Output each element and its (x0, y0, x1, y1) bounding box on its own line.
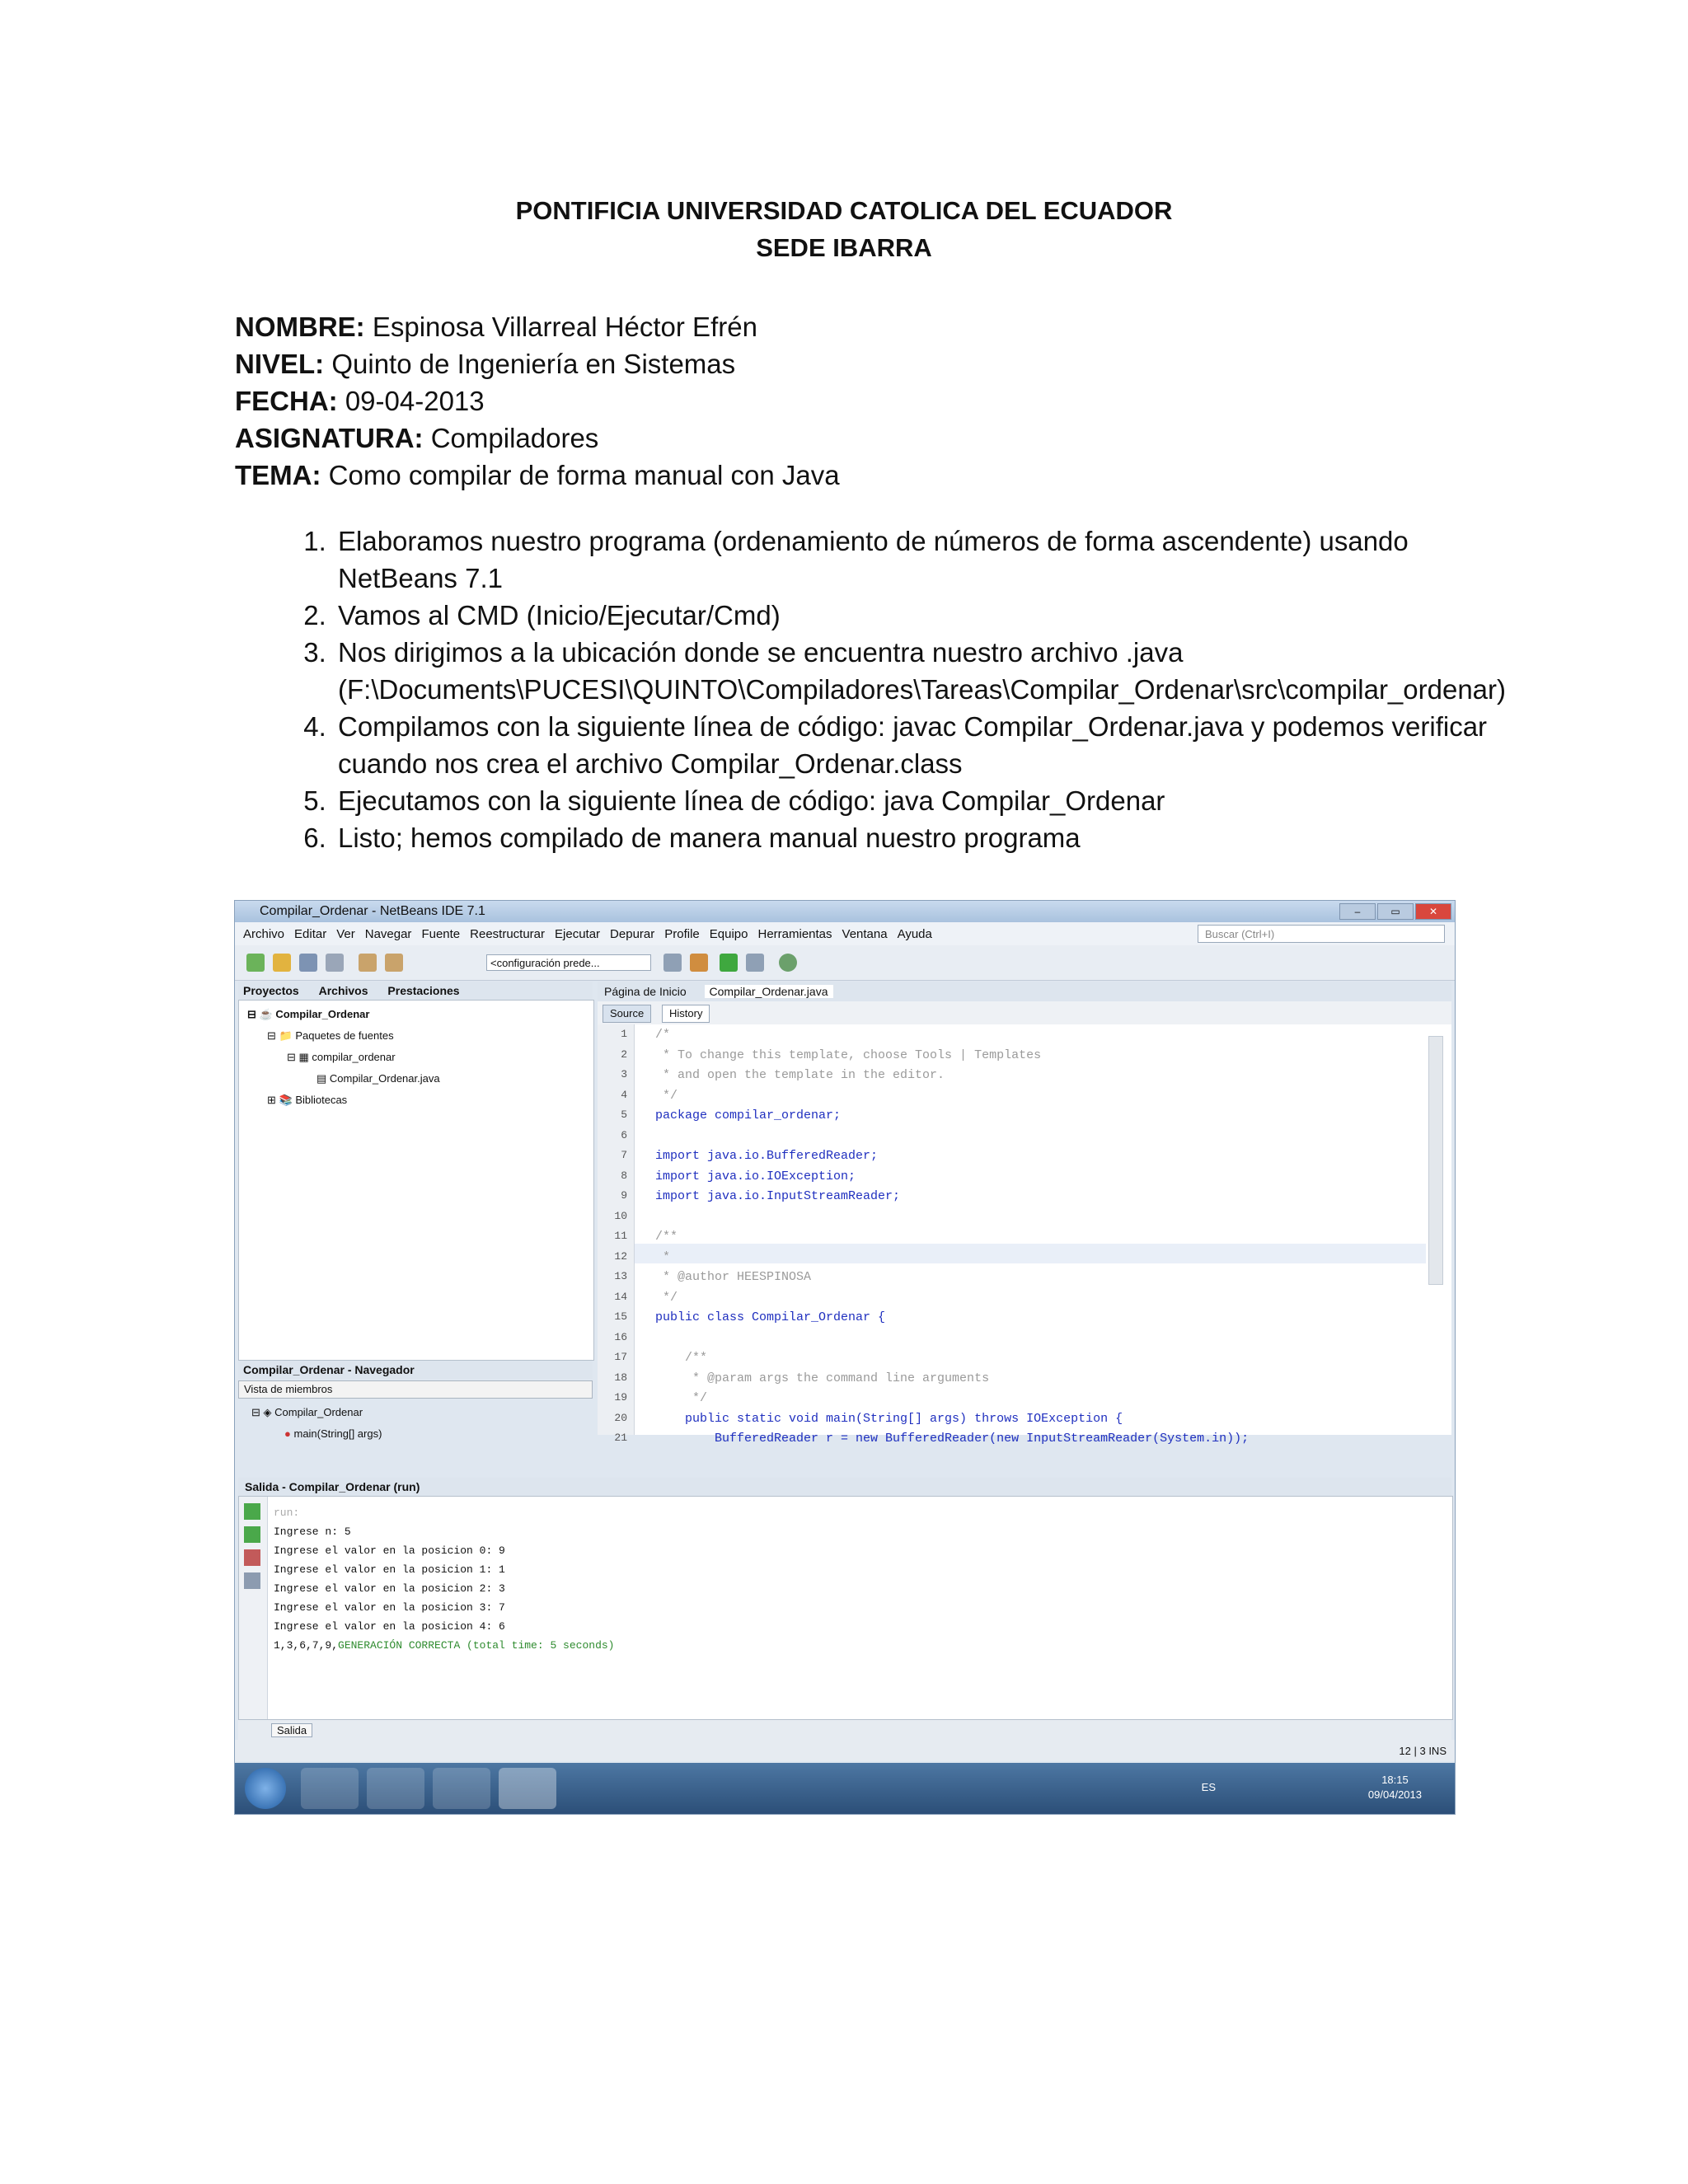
project-tree-panel (238, 1000, 594, 1361)
netbeans-taskbar-icon[interactable] (499, 1768, 556, 1809)
line-number: 4 (621, 1088, 627, 1101)
history-button[interactable]: History (662, 1005, 710, 1023)
line-number: 21 (614, 1432, 627, 1444)
step-item: 5. Ejecutamos con la siguiente línea de código: java Compilar_Ordenar (334, 782, 1504, 819)
netbeans-screenshot (234, 900, 1456, 1815)
code-editor[interactable] (598, 1024, 1451, 1446)
menu-item[interactable]: Equipo (709, 927, 748, 941)
menu-item[interactable]: Fuente (421, 927, 461, 941)
tree-item-source-packages[interactable]: ⊟ 📁 Paquetes de fuentes (267, 1029, 394, 1042)
code-line: * and open the template in the editor. (655, 1068, 945, 1082)
meta-label: FECHA: (235, 386, 338, 416)
internet-explorer-icon[interactable] (301, 1768, 359, 1809)
caret-position: 12 | 3 INS (1399, 1745, 1447, 1757)
step-item: 1. Elaboramos nuestro programa (ordenamiento de números de forma ascendente) usando NetBeans 7.1 (334, 523, 1504, 597)
editor-scrollbar[interactable] (1428, 1036, 1443, 1285)
code-line: import java.io.IOException; (655, 1169, 856, 1183)
menu-item[interactable]: Herramientas (757, 927, 832, 941)
project-panel-tabs (238, 982, 593, 1000)
code-line: * @author HEESPINOSA (655, 1270, 812, 1284)
tree-item-project[interactable]: ⊟ ☕ Compilar_Ordenar (247, 1008, 370, 1020)
maximize-button[interactable]: ▭ (1377, 903, 1414, 920)
output-panel (238, 1496, 1453, 1720)
meta-label: TEMA: (235, 460, 321, 490)
university-title: PONTIFICIA UNIVERSIDAD CATOLICA DEL ECUADOR (515, 196, 1173, 225)
save-all-icon[interactable] (326, 954, 344, 972)
language-indicator[interactable]: ES (1201, 1781, 1216, 1793)
tree-item-libraries[interactable]: ⊞ 📚 Bibliotecas (267, 1094, 348, 1106)
meta-value: Compiladores (423, 423, 599, 453)
line-number: 7 (621, 1149, 627, 1161)
line-number: 8 (621, 1169, 627, 1182)
line-number: 11 (614, 1230, 627, 1242)
redo-icon[interactable] (385, 954, 403, 972)
code-line: import java.io.BufferedReader; (655, 1149, 879, 1163)
code-line: */ (655, 1088, 678, 1103)
save-icon[interactable] (299, 954, 317, 972)
start-button-icon[interactable] (245, 1768, 286, 1809)
code-line: */ (655, 1290, 678, 1305)
code-line: /** (655, 1351, 708, 1365)
tab-proyectos[interactable]: Proyectos (243, 984, 299, 997)
editor-toolbar (598, 1001, 1451, 1025)
tab-prestaciones[interactable]: Prestaciones (387, 984, 460, 997)
rerun-with-params-icon[interactable] (244, 1526, 260, 1543)
meta-label: ASIGNATURA: (235, 423, 424, 453)
close-button[interactable]: ✕ (1415, 903, 1451, 920)
output-line: Ingrese el valor en la posicion 0: 9 (274, 1544, 505, 1557)
status-bar (235, 1740, 1455, 1761)
menu-item[interactable]: Reestructurar (470, 927, 546, 941)
output-text (274, 1503, 614, 1655)
minimize-button[interactable]: – (1339, 903, 1376, 920)
steps-list (280, 523, 1507, 856)
line-number: 16 (614, 1330, 627, 1343)
menu-item[interactable]: Depurar (610, 927, 655, 941)
line-number: 10 (614, 1209, 627, 1222)
open-project-icon[interactable] (273, 954, 291, 972)
navigator-view-select[interactable]: Vista de miembros (238, 1380, 593, 1399)
output-line: 1,3,6,7,9,GENERACIÓN CORRECTA (total time: 5 seconds) (274, 1639, 615, 1652)
settings-icon[interactable] (244, 1572, 260, 1589)
code-line: public static void main(String[] args) throws IOException { (655, 1411, 1123, 1426)
window-titlebar (235, 901, 1455, 922)
windows-taskbar (235, 1763, 1455, 1814)
configuration-select[interactable]: <configuración prede... (486, 954, 651, 971)
menu-item[interactable]: Ventana (842, 927, 888, 941)
menu-bar (235, 922, 1455, 945)
stop-icon[interactable] (244, 1549, 260, 1566)
search-input[interactable]: Buscar (Ctrl+I) (1198, 925, 1445, 943)
output-side-toolbar (239, 1497, 268, 1719)
tab-java-file[interactable]: Compilar_Ordenar.java (705, 985, 833, 998)
source-button[interactable]: Source (603, 1005, 651, 1023)
line-number: 14 (614, 1290, 627, 1303)
meta-line (235, 419, 598, 457)
navigator-header: Compilar_Ordenar - Navegador (238, 1361, 593, 1379)
meta-line (235, 345, 735, 382)
undo-icon[interactable] (359, 954, 377, 972)
tree-item-java-file[interactable]: ▤ Compilar_Ordenar.java (316, 1072, 440, 1085)
clean-build-icon[interactable] (690, 954, 708, 972)
main-toolbar (235, 945, 1455, 981)
tree-item-package[interactable]: ⊟ ▦ compilar_ordenar (287, 1051, 396, 1063)
profile-icon[interactable] (779, 954, 797, 972)
menu-item[interactable]: Editar (294, 927, 327, 941)
tab-output[interactable]: Salida (271, 1723, 312, 1737)
line-number: 2 (621, 1047, 627, 1061)
line-number: 1 (621, 1028, 627, 1040)
code-line: * To change this template, choose Tools | Templates (655, 1047, 1042, 1062)
line-number: 5 (621, 1108, 627, 1121)
meta-value: Quinto de Ingeniería en Sistemas (324, 349, 736, 379)
new-project-icon[interactable] (246, 954, 265, 972)
rerun-icon[interactable] (244, 1503, 260, 1520)
code-line: * (655, 1249, 671, 1264)
current-line-highlight (635, 1244, 1426, 1263)
line-number: 12 (614, 1249, 627, 1263)
debug-icon[interactable] (746, 954, 764, 972)
code-line: * @param args the command line arguments (655, 1371, 990, 1385)
step-item: 2. Vamos al CMD (Inicio/Ejecutar/Cmd) (334, 597, 1504, 634)
line-number: 19 (614, 1391, 627, 1404)
meta-value: 09-04-2013 (337, 386, 485, 416)
output-line: Ingrese el valor en la posicion 3: 7 (274, 1601, 505, 1614)
output-header: Salida - Compilar_Ordenar (run) (238, 1478, 1451, 1496)
meta-line (235, 308, 757, 345)
meta-line (235, 457, 840, 494)
menu-item[interactable]: Ejecutar (555, 927, 601, 941)
menu-item[interactable]: Navegar (364, 927, 412, 941)
output-line: run: (274, 1507, 300, 1519)
tab-archivos[interactable]: Archivos (318, 984, 368, 997)
line-number: 20 (614, 1411, 627, 1424)
window-title: Compilar_Ordenar - NetBeans IDE 7.1 (260, 904, 485, 918)
menu-item[interactable]: Archivo (243, 927, 285, 941)
navigator-item-class[interactable]: ⊟ ◈ Compilar_Ordenar (251, 1406, 363, 1418)
navigator-item-main[interactable]: ● main(String[] args) (284, 1427, 382, 1440)
tab-start-page[interactable]: Página de Inicio (604, 985, 687, 998)
code-line: package compilar_ordenar; (655, 1108, 842, 1122)
line-number: 17 (614, 1351, 627, 1363)
line-number: 13 (614, 1270, 627, 1282)
menu-item[interactable]: Ver (336, 927, 355, 941)
system-clock[interactable]: 18:15 09/04/2013 (1367, 1774, 1422, 1801)
line-number: 6 (621, 1128, 627, 1141)
output-line: Ingrese n: 5 (274, 1526, 351, 1538)
meta-value: Como compilar de forma manual con Java (321, 460, 840, 490)
meta-value: Espinosa Villarreal Héctor Efrén (364, 312, 757, 342)
code-line: public class Compilar_Ordenar { (655, 1310, 886, 1324)
menu-item[interactable]: Profile (664, 927, 700, 941)
code-line: /** (655, 1230, 678, 1244)
code-line: import java.io.InputStreamReader; (655, 1189, 901, 1203)
menu-item[interactable]: Ayuda (897, 927, 932, 941)
file-explorer-icon[interactable] (367, 1768, 424, 1809)
line-number: 9 (621, 1189, 627, 1202)
output-line: Ingrese el valor en la posicion 2: 3 (274, 1582, 505, 1595)
meta-label: NOMBRE: (235, 312, 365, 342)
step-item: 4. Compilamos con la siguiente línea de código: javac Compilar_Ordenar.java y podemos verificar cuando nos crea el archivo Compilar_Ordenar.class (334, 708, 1504, 782)
line-number: 15 (614, 1310, 627, 1323)
step-item: 3. Nos dirigimos a la ubicación donde se encuentra nuestro archivo .java (F:\Documents\PUCESI\QUINTO\Compiladores\Tareas\Compilar_Ordenar\src\compilar_ordenar) (334, 634, 1504, 708)
meta-label: NIVEL: (235, 349, 325, 379)
code-line: /* (655, 1028, 671, 1042)
line-number: 18 (614, 1371, 627, 1384)
line-number: 3 (621, 1068, 627, 1080)
build-icon[interactable] (663, 954, 682, 972)
code-line: BufferedReader r = new BufferedReader(new InputStreamReader(System.in)); (655, 1432, 1250, 1446)
navigator-tree (251, 1402, 382, 1445)
media-player-icon[interactable] (433, 1768, 490, 1809)
run-icon[interactable] (720, 954, 738, 972)
step-item: 6. Listo; hemos compilado de manera manual nuestro programa (334, 819, 1504, 856)
output-line: Ingrese el valor en la posicion 4: 6 (274, 1620, 505, 1633)
campus-title: SEDE IBARRA (756, 233, 932, 262)
bottom-tabs (238, 1720, 1451, 1740)
meta-line (235, 382, 485, 419)
output-line: Ingrese el valor en la posicion 1: 1 (274, 1563, 505, 1576)
editor-tabs (598, 982, 1451, 1001)
code-line: */ (655, 1391, 708, 1405)
